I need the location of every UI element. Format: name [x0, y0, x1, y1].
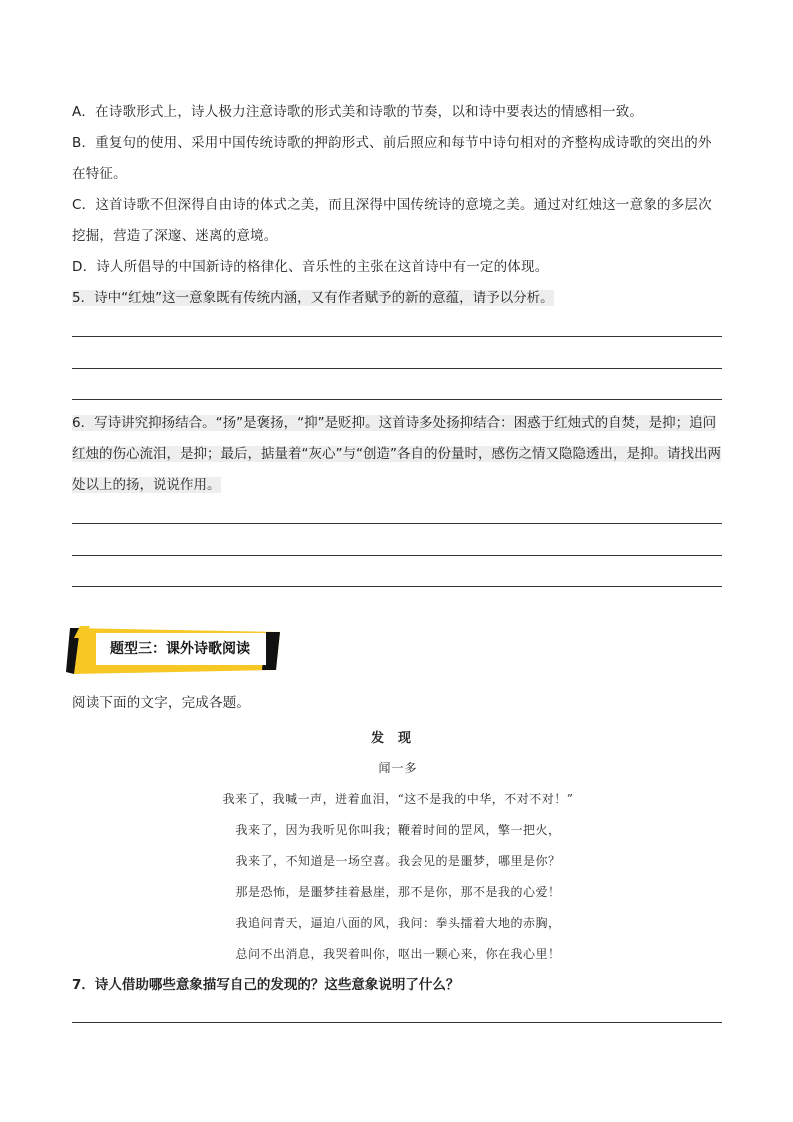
answer-line[interactable]	[72, 523, 722, 524]
question-6-text: 6．写诗讲究抑扬结合。“扬”是褒扬，“抑”是贬抑。这首诗多处扬抑结合：困惑于红烛式的自焚，是抑；追问红烛的伤心流泪，是抑；最后，掂量着“灰心”与“创造”各自的份量时，感伤之情又隐隐透出，是抑。请找出两处以上的扬，说说作用。	[72, 415, 721, 493]
answer-line[interactable]	[72, 336, 722, 337]
poem-line: 我追问青天，逼迫八面的风，我问：拳头擂着大地的赤胸，	[235, 916, 561, 930]
option-c: C．这首诗歌不但深得自由诗的体式之美，而且深得中国传统诗的意境之美。通过对红烛这一意象的多层次挖掘，营造了深邃、迷离的意境。	[72, 197, 712, 244]
poem-line: 总问不出消息，我哭着叫你，呕出一颗心来，你在我心里！	[235, 947, 561, 961]
answer-line[interactable]	[72, 555, 722, 556]
question-6	[72, 408, 724, 501]
question-5	[72, 283, 724, 314]
answer-line[interactable]	[72, 1022, 722, 1023]
instruction: 阅读下面的文字，完成各题。	[72, 695, 251, 711]
poem-line: 我来了，不知道是一场空喜。我会见的是噩梦，哪里是你？	[235, 854, 561, 868]
section-title: 题型三：课外诗歌阅读	[110, 641, 250, 657]
poem-line: 我来了，我喊一声，迸着血泪，“这不是我的中华，不对不对！”	[222, 792, 574, 806]
option-d: D．诗人所倡导的中国新诗的格律化、音乐性的主张在这首诗中有一定的体现。	[72, 259, 549, 275]
poem-title: 发现	[370, 731, 425, 746]
answer-line[interactable]	[72, 368, 722, 369]
poem-line: 我来了，因为我听见你叫我；鞭着时间的罡风，擎一把火，	[235, 823, 561, 837]
question-5-text: 5．诗中“红烛”这一意象既有传统内涵，又有作者赋予的新的意蕴，请予以分析。	[72, 290, 554, 306]
section-banner	[66, 624, 280, 674]
option-b: B．重复句的使用、采用中国传统诗歌的押韵形式、前后照应和每节中诗句相对的齐整构成诗歌的突出的外在特征。	[72, 135, 712, 182]
poem-author: 闻一多	[378, 761, 418, 775]
answer-line[interactable]	[72, 586, 722, 587]
answer-line[interactable]	[72, 399, 722, 400]
poem-line: 那是恐怖，是噩梦挂着悬崖，那不是你，那不是我的心爱！	[235, 885, 561, 899]
option-a: A．在诗歌形式上，诗人极力注意诗歌的形式美和诗歌的节奏，以和诗中要表达的情感相一致。	[72, 104, 644, 120]
question-7: 7．诗人借助哪些意象描写自己的发现的？这些意象说明了什么？	[72, 977, 460, 993]
